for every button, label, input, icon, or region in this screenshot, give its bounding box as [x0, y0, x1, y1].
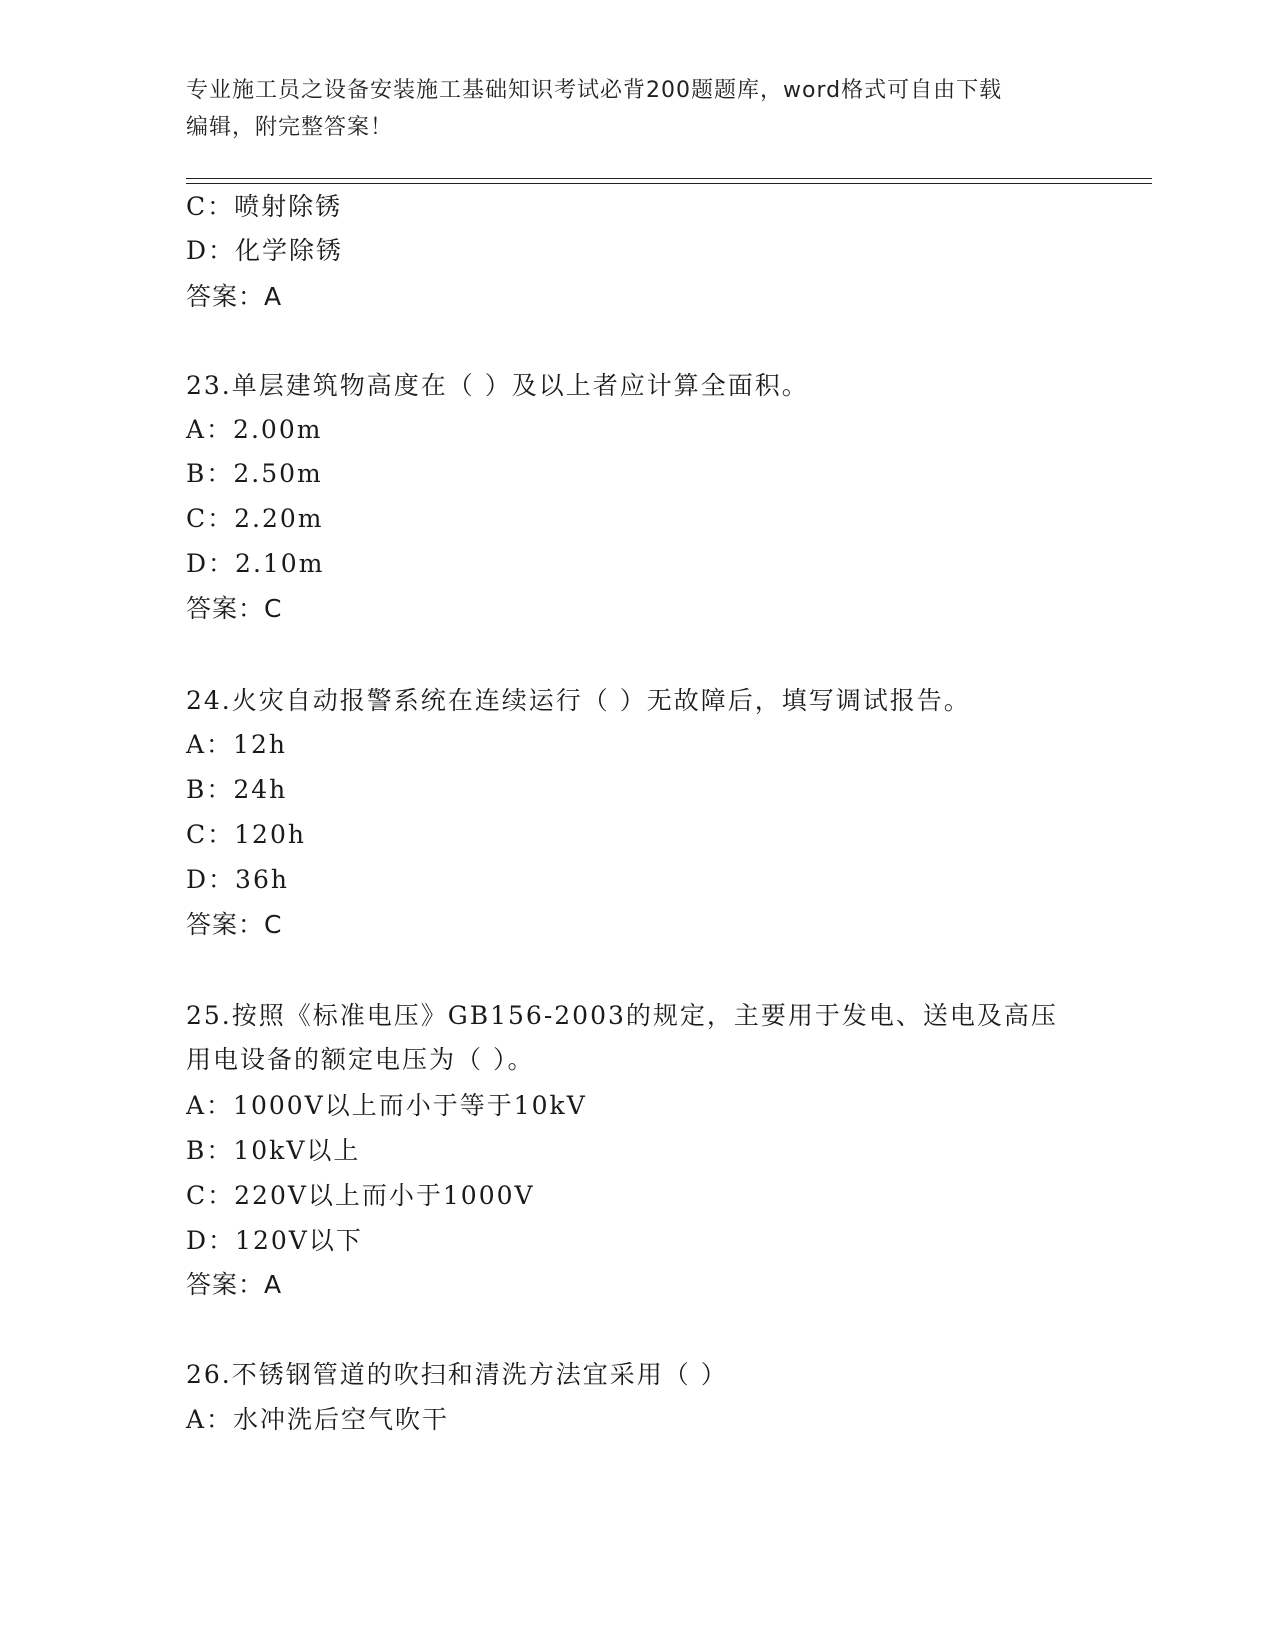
q25-option-c: C：220V以上而小于1000V: [186, 1181, 535, 1210]
q24-option-b: B：24h: [186, 775, 288, 804]
q24-stem: 24.火灾自动报警系统在连续运行（ ）无故障后，填写调试报告。: [186, 686, 971, 715]
q23-option-a: A：2.00m: [186, 415, 323, 444]
q22-option-d: D：化学除锈: [186, 236, 344, 265]
q25-option-b: B：10kV以上: [186, 1136, 361, 1165]
q24-option-d: D：36h: [186, 865, 289, 894]
q26-stem: 26.不锈钢管道的吹扫和清洗方法宜采用（ ）: [186, 1360, 728, 1389]
q24-option-c: C：120h: [186, 820, 306, 849]
header-rule-top: [186, 178, 1152, 179]
header-title-line-2: 编辑，附完整答案！: [186, 115, 394, 140]
q23-option-d: D：2.10m: [186, 549, 325, 578]
q26-option-a: A：水冲洗后空气吹干: [186, 1405, 450, 1434]
q25-stem-line-2: 用电设备的额定电压为（ ）。: [186, 1045, 535, 1074]
q23-answer: 答案：C: [186, 594, 283, 623]
q23-stem: 23.单层建筑物高度在（ ）及以上者应计算全面积。: [186, 371, 809, 400]
q25-stem-line-1: 25.按照《标准电压》GB156-2003的规定，主要用于发电、送电及高压: [186, 1001, 1058, 1030]
q23-option-b: B：2.50m: [186, 459, 323, 488]
header-rule-bottom: [186, 183, 1152, 184]
q24-option-a: A：12h: [186, 730, 287, 759]
header-title-line-1: 专业施工员之设备安装施工基础知识考试必背200题题库，word格式可自由下载: [186, 78, 1003, 103]
q22-answer: 答案：A: [186, 282, 283, 311]
q23-option-c: C：2.20m: [186, 504, 324, 533]
q22-option-c: C：喷射除锈: [186, 192, 343, 221]
q24-answer: 答案：C: [186, 910, 283, 939]
q25-answer: 答案：A: [186, 1270, 283, 1299]
q25-option-a: A：1000V以上而小于等于10kV: [186, 1091, 587, 1120]
q25-option-d: D：120V以下: [186, 1226, 363, 1255]
page-header: [186, 72, 1086, 146]
